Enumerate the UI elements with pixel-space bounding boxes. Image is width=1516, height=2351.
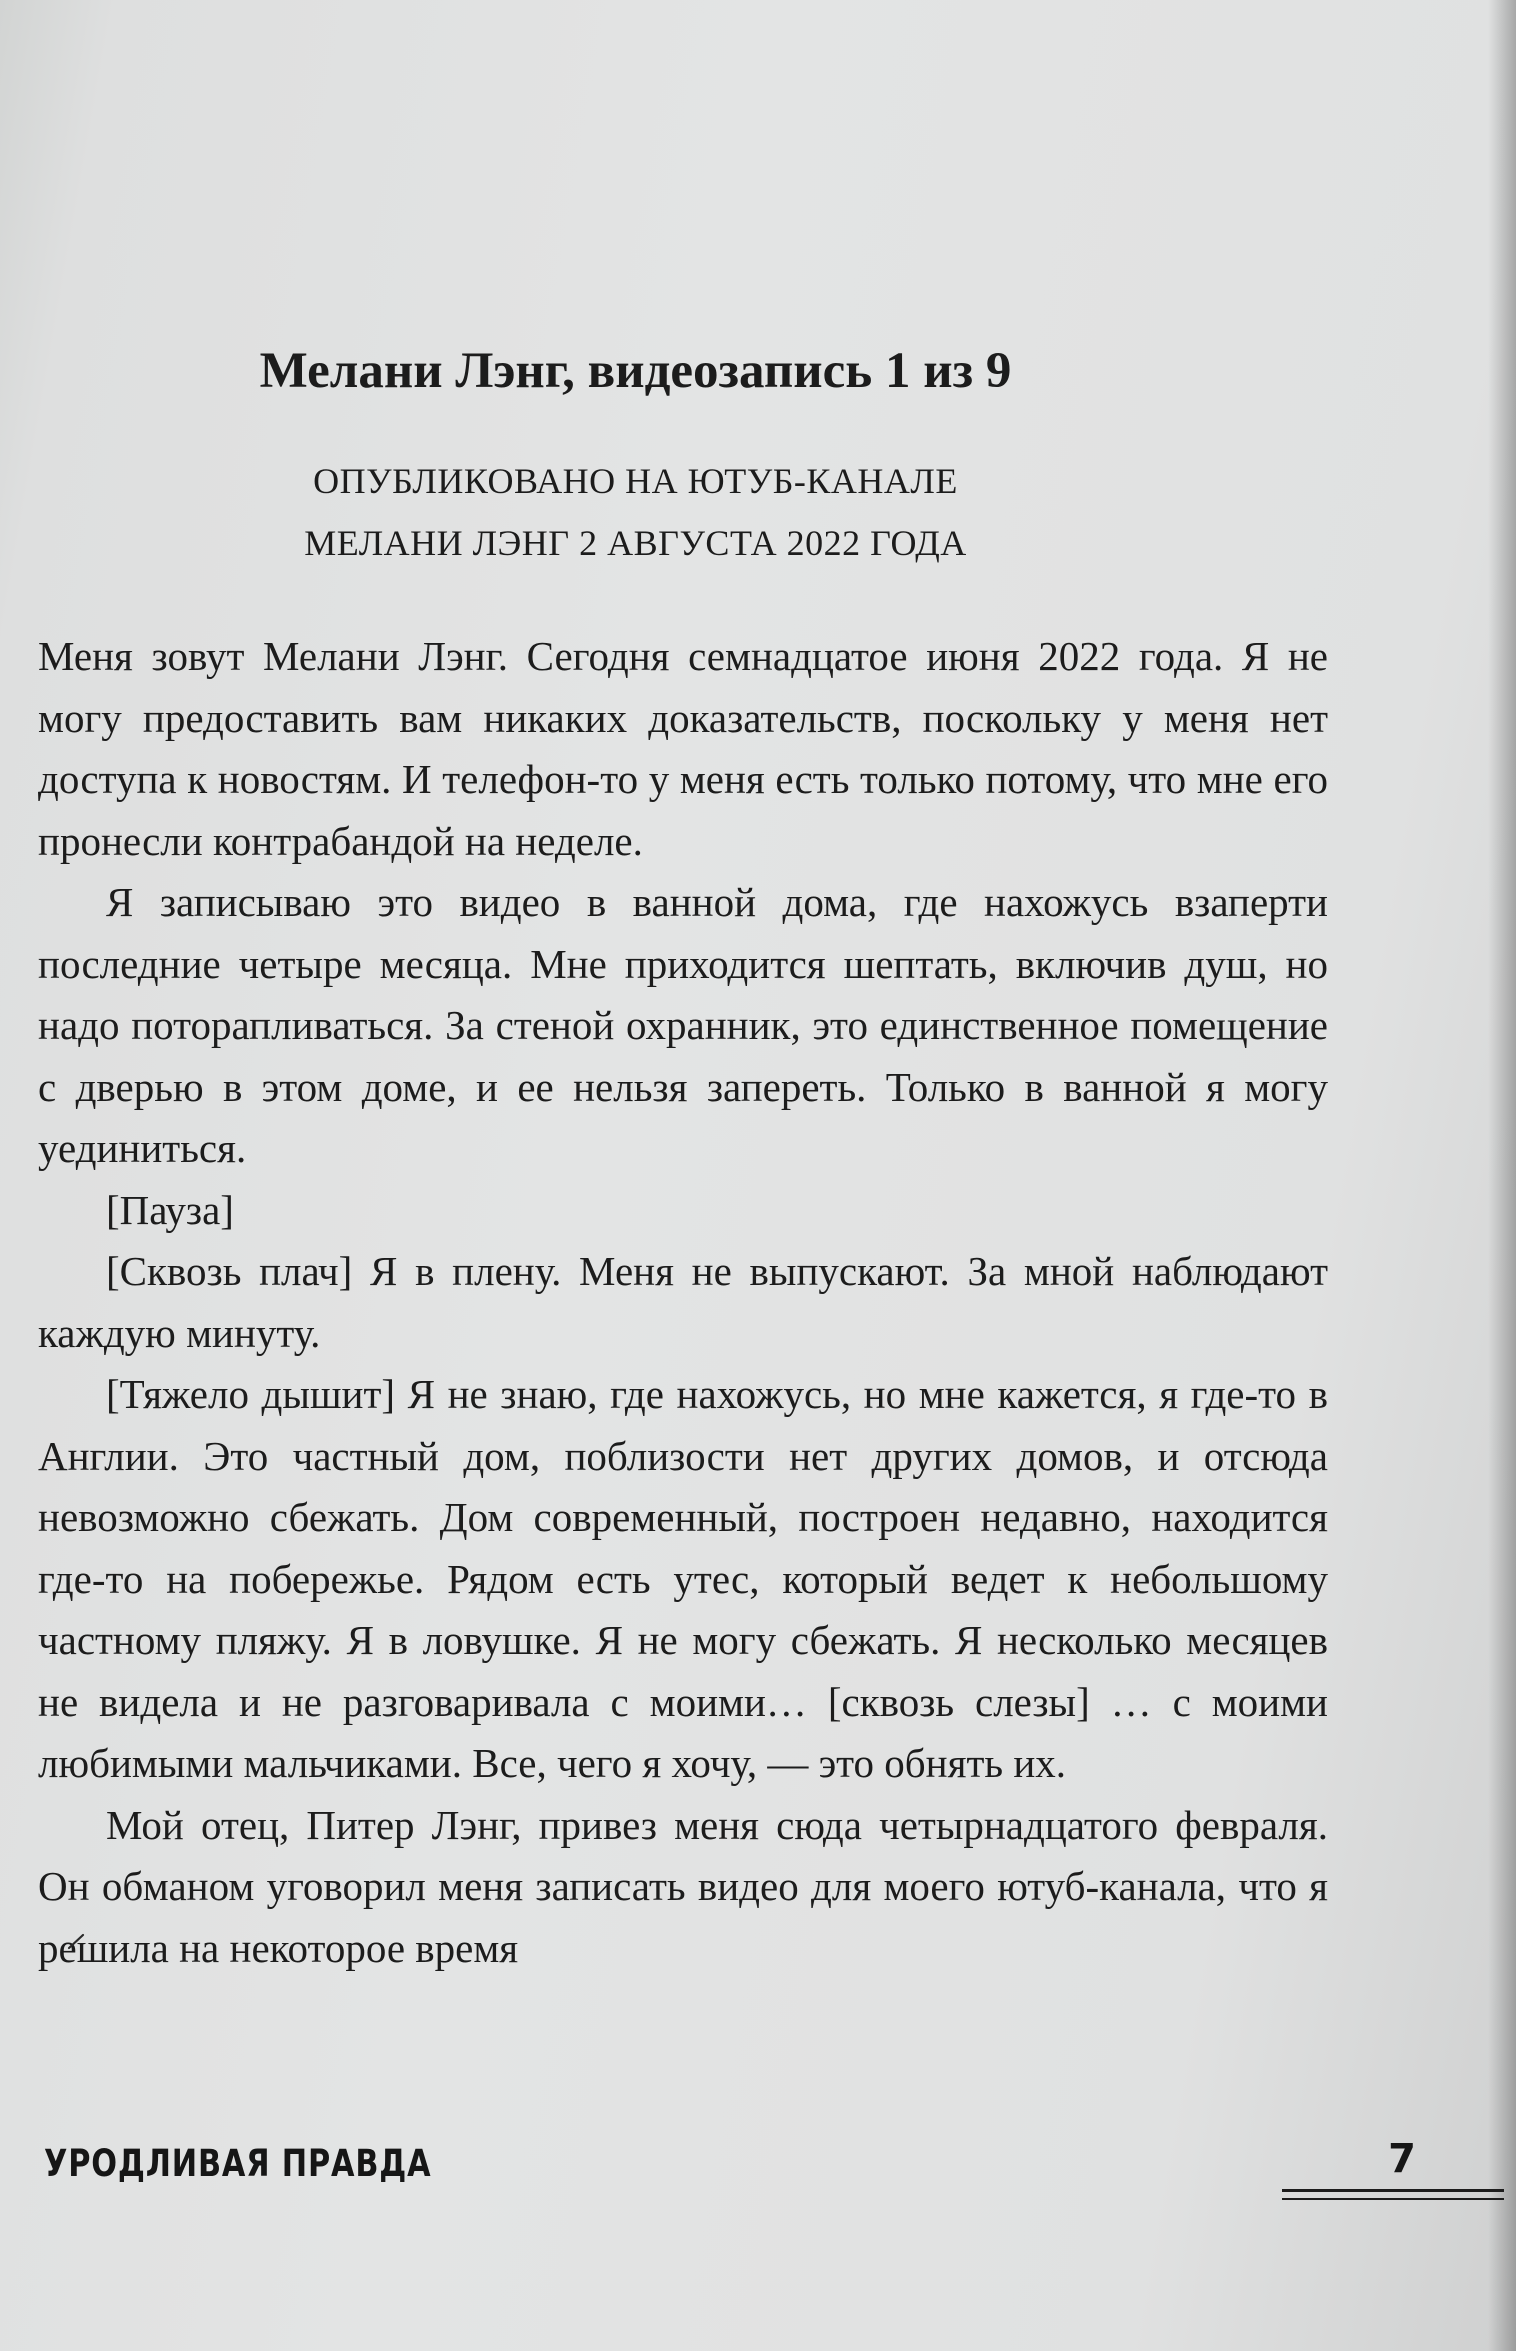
page-number: 7 — [1388, 2136, 1416, 2182]
book-page — [38, 0, 1328, 2351]
paragraph: [Тяжело дышит] Я не знаю, где нахожусь, но мне кажется, я где-то в Англии. Это частный дом, поблизости нет других домов, и отсюда невозможно сбежать. Дом современный, построен недавно, находится где-то на побережье. Рядом есть утес, который ведет к небольшому частному пляжу. Я в ловушке. Я не могу сбежать. Я несколько месяцев не видела и не разговаривала с моими… [сквозь слезы] … с моими любимыми мальчиками. Все, чего я хочу, — это обнять их. — [38, 1371, 1328, 1786]
pen-mark-icon — [66, 1930, 88, 1952]
footer-rule — [1282, 2198, 1504, 2200]
paragraph: Меня зовут Мелани Лэнг. Сегодня семнадцатое июня 2022 года. Я не могу предоставить вам никаких доказательств, поскольку у меня нет доступа к новостям. И телефон-то у меня есть только потому, что мне его пронесли контрабандой на неделе. — [38, 633, 1328, 864]
paragraph: [Пауза] — [106, 1186, 234, 1233]
paragraph: [Сквозь плач] Я в плену. Меня не выпускают. За мной наблюдают каждую минуту. — [38, 1248, 1328, 1356]
subtitle-line: МЕЛАНИ ЛЭНГ 2 АВГУСТА 2022 ГОДА — [304, 523, 967, 563]
running-footer-book-title: УРОДЛИВАЯ ПРАВДА — [44, 2142, 432, 2185]
subtitle-line: ОПУБЛИКОВАНО НА ЮТУБ-КАНАЛЕ — [313, 461, 958, 501]
page-edge-shadow — [1488, 0, 1516, 2351]
paragraph: Мой отец, Питер Лэнг, привез меня сюда четырнадцатого февраля. Он обманом уговорил меня записать видео для моего ютуб-канала, что я решила на некоторое время — [38, 1801, 1328, 1971]
body-text — [38, 626, 1328, 1979]
footer-rule — [1282, 2189, 1504, 2192]
chapter-title: Мелани Лэнг, видеозапись 1 из 9 — [259, 343, 1012, 399]
paragraph: Я записываю это видео в ванной дома, где нахожусь взаперти последние четыре месяца. Мне приходится шептать, включив душ, но надо поторапливаться. За стеной охранник, это единственное помещение с дверью в этом доме, и ее нельзя запереть. Только в ванной я могу уединиться. — [38, 879, 1328, 1171]
chapter-subtitle — [38, 450, 1233, 574]
